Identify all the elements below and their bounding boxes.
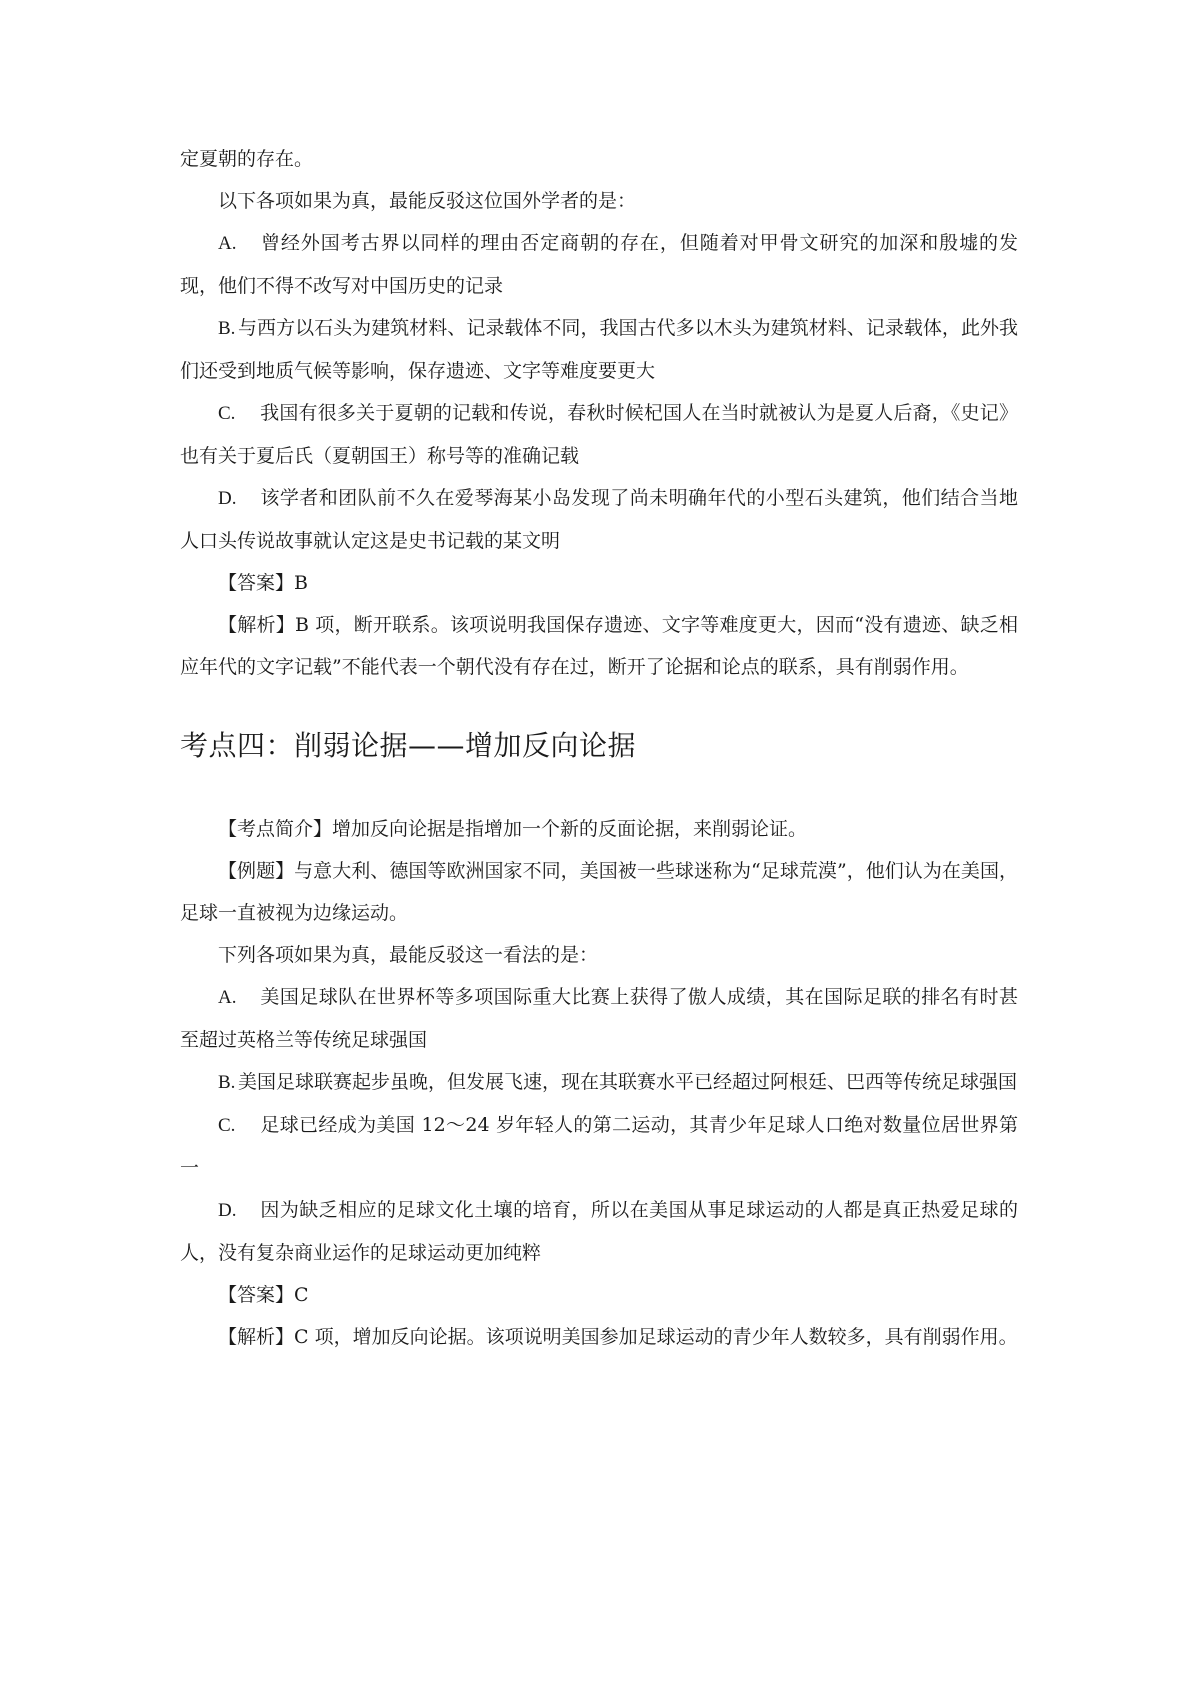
question-text: 以下各项如果为真，最能反驳这位国外学者的是： [218,190,637,212]
option-d: D. 该学者和团队前不久在爱琴海某小岛发现了尚未明确年代的小型石头建筑，他们结合当地人口头传说故事就认定这是史书记载的某文明 [180,487,1018,552]
analysis-text: 【解析】B 项，断开联系。该项说明我国保存遗迹、文字等难度更大，因而“没有遗迹、缺乏相应年代的文字记载”不能代表一个朝代没有存在过，断开了论据和论点的联系，具有削弱作用。 [180,614,1018,678]
document-page [180,138,1018,1358]
option-d-2: D. 因为缺乏相应的足球文化土壤的培育，所以在美国从事足球运动的人都是真正热爱足球的人，没有复杂商业运作的足球运动更加纯粹 [180,1199,1018,1264]
example-text: 【例题】与意大利、德国等欧洲国家不同，美国被一些球迷称为“足球荒漠”，他们认为在美国，足球一直被视为边缘运动。 [180,860,1018,924]
option-b: B. 与西方以石头为建筑材料、记录载体不同，我国古代多以木头为建筑材料、记录载体，此外我们还受到地质气候等影响，保存遗迹、文字等难度要更大 [180,317,1018,382]
intro-text: 【考点简介】增加反向论据是指增加一个新的反面论据，来削弱论证。 [218,818,808,840]
question-text-2: 下列各项如果为真，最能反驳这一看法的是： [218,944,599,966]
option-c-2: C. 足球已经成为美国 12～24 岁年轻人的第二运动，其青少年足球人口绝对数量位居世界第一 [180,1114,1018,1179]
continuation-text: 定夏朝的存在。 [180,148,314,170]
analysis-text-2: 【解析】C 项，增加反向论据。该项说明美国参加足球运动的青少年人数较多，具有削弱作用。 [218,1326,1018,1348]
answer-text-2: 【答案】C [218,1284,309,1306]
option-b-2: B. 美国足球联赛起步虽晚，但发展飞速，现在其联赛水平已经超过阿根廷、巴西等传统足球强国 [218,1071,1018,1093]
option-a-2: A. 美国足球队在世界杯等多项国际重大比赛上获得了傲人成绩，其在国际足联的排名有时甚至超过英格兰等传统足球强国 [180,986,1018,1051]
option-a: A. 曾经外国考古界以同样的理由否定商朝的存在，但随着对甲骨文研究的加深和殷墟的发现，他们不得不改写对中国历史的记录 [180,232,1018,297]
answer-text: 【答案】B [218,572,308,594]
section-heading: 考点四：削弱论据——增加反向论据 [180,729,637,762]
option-c: C. 我国有很多关于夏朝的记载和传说，春秋时候杞国人在当时就被认为是夏人后裔，《史记》也有关于夏后氏（夏朝国王）称号等的准确记载 [180,402,1018,467]
